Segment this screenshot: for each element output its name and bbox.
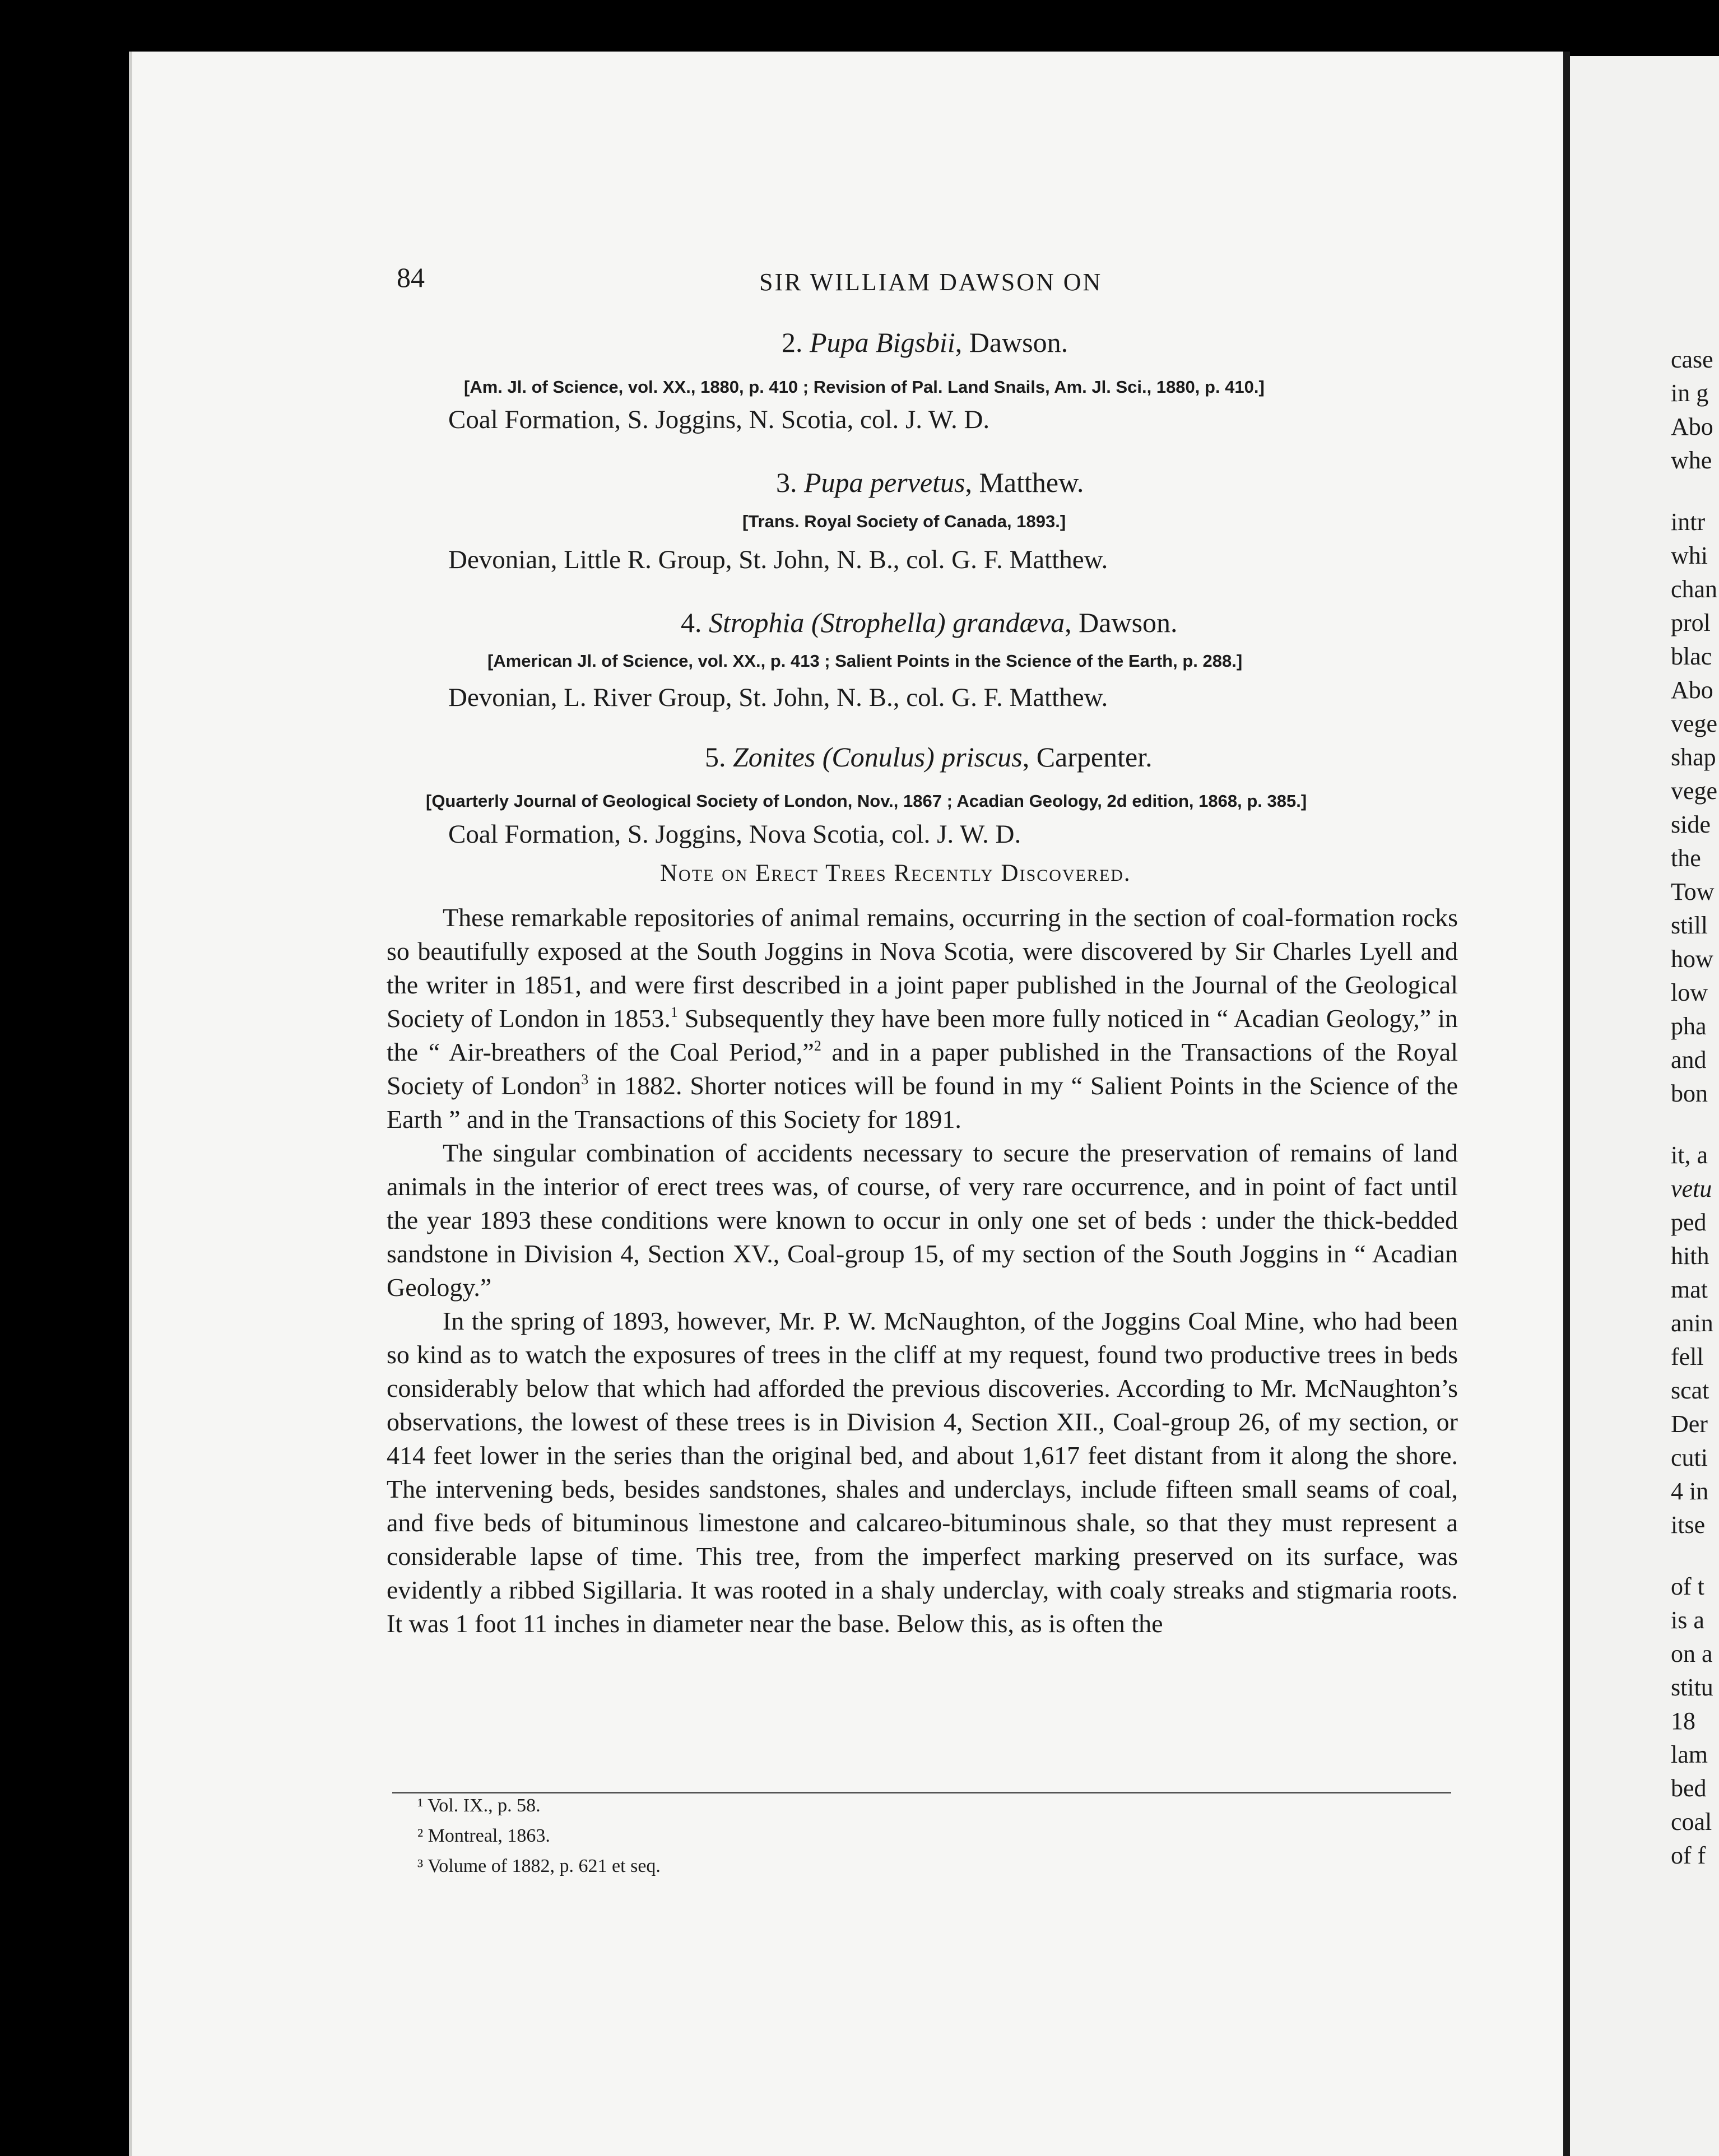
- species-author: , Dawson.: [955, 327, 1068, 358]
- adjacent-page-fragment: cuti: [1671, 1444, 1708, 1471]
- adjacent-page-fragment: prol: [1671, 609, 1711, 636]
- adjacent-page-fragment: vetu: [1671, 1175, 1712, 1202]
- footnote: ³ Volume of 1882, p. 621 et seq.: [417, 1856, 661, 1876]
- adjacent-page-fragment: the: [1671, 844, 1701, 872]
- species-title: [776, 466, 1084, 499]
- adjacent-page-fragment: itse: [1671, 1511, 1706, 1539]
- species-title: [681, 606, 1178, 639]
- body-text: [387, 901, 1458, 1641]
- adjacent-page-fragment: fell: [1671, 1343, 1704, 1370]
- footnote: ² Montreal, 1863.: [417, 1825, 550, 1846]
- paragraph: The singular combination of accidents necessary to secure the preservation of remains of land animals in the interior of erect trees was, of course, of very rare occurrence, and in point of fact until the year 1893 these conditions were known to occur in only one set of beds : under the thick-bedded sandstone in Division 4, Section XV., Coal-group 15, of my section of the South Joggins in “ Acadian Geology.”: [387, 1139, 1458, 1302]
- adjacent-page-fragment: is a: [1671, 1606, 1704, 1634]
- adjacent-page-fragment: mat: [1671, 1276, 1708, 1303]
- species-number: 5.: [705, 741, 726, 773]
- adjacent-page-fragment: low: [1671, 979, 1708, 1006]
- species-reference: [Quarterly Journal of Geological Society of London, Nov., 1867 ; Acadian Geology, 2d edition, 1868, p. 385.]: [426, 791, 1307, 811]
- adjacent-page-fragment: side: [1671, 811, 1711, 838]
- adjacent-page-fragment: pha: [1671, 1012, 1707, 1040]
- species-name: Pupa Bigsbii: [810, 327, 955, 358]
- adjacent-page-fragment: whe: [1671, 447, 1712, 474]
- adjacent-page-fragment: intr: [1671, 508, 1706, 536]
- page-gutter: [1563, 52, 1570, 2156]
- paragraph-text: These remarkable repositories of animal remains, occurring in the section of coal-formation rocks so beautifully exposed at the South Joggins in Nova Scotia, were discovered by Sir Charles Lyell and the writer in 1851, and were first described in a joint paper published in the Journal of the Geological Society of London in 1853.: [387, 903, 1458, 1033]
- adjacent-page-fragment: in g: [1671, 379, 1709, 407]
- adjacent-page-fragment: bed: [1671, 1774, 1707, 1802]
- species-author: , Matthew.: [965, 467, 1084, 498]
- adjacent-page-fragment: case: [1671, 346, 1713, 373]
- adjacent-page-fragment: 4 in: [1671, 1477, 1709, 1505]
- adjacent-page-fragment: coal: [1671, 1808, 1712, 1836]
- paragraph-text: Subsequently they have been more fully noticed in “ Acadian Geology,” in the “ Air-breathers of the Coal Period,”: [387, 1004, 1458, 1066]
- adjacent-page-fragment: still: [1671, 912, 1708, 939]
- adjacent-page-fragment: 18: [1671, 1707, 1695, 1735]
- species-reference: [Am. Jl. of Science, vol. XX., 1880, p. 410 ; Revision of Pal. Land Snails, Am. Jl. Sci., 1880, p. 410.]: [464, 377, 1265, 397]
- species-number: 3.: [776, 467, 797, 498]
- adjacent-page-fragment: lam: [1671, 1741, 1708, 1768]
- adjacent-page-fragment: vege: [1671, 710, 1718, 737]
- adjacent-page-fragment: of t: [1671, 1573, 1704, 1600]
- adjacent-page-fragment: on a: [1671, 1640, 1713, 1667]
- species-reference: [American Jl. of Science, vol. XX., p. 413 ; Salient Points in the Science of the Earth, p. 288.]: [487, 651, 1243, 671]
- footnote: ¹ Vol. IX., p. 58.: [417, 1795, 541, 1816]
- adjacent-page-fragment: how: [1671, 945, 1713, 973]
- adjacent-page-fragment: stitu: [1671, 1674, 1713, 1701]
- species-name: Zonites (Conulus) priscus: [733, 741, 1023, 773]
- species-locality: Coal Formation, S. Joggins, Nova Scotia, col. J. W. D.: [448, 820, 1021, 849]
- adjacent-page-fragment: vege: [1671, 777, 1718, 805]
- species-reference: [Trans. Royal Society of Canada, 1893.]: [742, 512, 1066, 531]
- adjacent-page-fragment: Abo: [1671, 676, 1713, 704]
- page-number: 84: [397, 262, 425, 293]
- footnotes: [417, 1791, 661, 1881]
- species-name: Strophia (Strophella) grandæva: [709, 607, 1065, 638]
- adjacent-page-fragment: anin: [1671, 1309, 1713, 1337]
- footnote-mark: 2: [814, 1038, 821, 1054]
- species-title: [782, 326, 1068, 359]
- adjacent-page-fragment: bon: [1671, 1080, 1708, 1107]
- species-locality: Coal Formation, S. Joggins, N. Scotia, col. J. W. D.: [448, 405, 990, 434]
- adjacent-page-fragment: it, a: [1671, 1141, 1708, 1169]
- adjacent-page-fragment: Der: [1671, 1410, 1708, 1438]
- adjacent-page-fragment: of f: [1671, 1842, 1706, 1869]
- paragraph: [387, 901, 1458, 1136]
- running-head: SIR WILLIAM DAWSON ON: [759, 268, 1103, 296]
- adjacent-page-fragment: hith: [1671, 1242, 1709, 1270]
- adjacent-page-fragment: ped: [1671, 1209, 1707, 1236]
- species-locality: Devonian, Little R. Group, St. John, N. B., col. G. F. Matthew.: [448, 545, 1108, 574]
- footnote-mark: 1: [670, 1004, 678, 1020]
- footnote-mark: 3: [581, 1071, 589, 1088]
- species-number: 4.: [681, 607, 702, 638]
- paragraph-text: in 1882. Shorter notices will be found in my “ Salient Points in the Science of the Earth ” and in the Transactions of this Society for 1891.: [387, 1071, 1458, 1133]
- adjacent-page-fragment: blac: [1671, 643, 1712, 670]
- adjacent-page-fragment: Abo: [1671, 413, 1713, 440]
- paragraph: In the spring of 1893, however, Mr. P. W. McNaughton, of the Joggins Coal Mine, who had been so kind as to watch the exposures of trees in the cliff at my request, found two productive trees in beds considerably below that which had afforded the previous discoveries. According to Mr. McNaughton’s observations, the lowest of these trees is in Division 4, Section XII., Coal-group 26, of my section, or 414 feet lower in the series than the original bed, and about 1,617 feet distant from it along the shore. The intervening beds, besides sandstones, shales and underclays, include fifteen small seams of coal, and five beds of bituminous limestone and calcareo-bituminous shale, so that they must represent a considerable lapse of time. This tree, from the imperfect marking preserved on its surface, was evidently a ribbed Sigillaria. It was rooted in a shaly underclay, with coaly streaks and stigmaria roots. It was 1 foot 11 inches in diameter near the base. Below this, as is often the: [387, 1307, 1458, 1638]
- adjacent-page-fragment: shap: [1671, 744, 1716, 771]
- species-author: , Dawson.: [1065, 607, 1178, 638]
- adjacent-page-fragment: Tow: [1671, 878, 1715, 905]
- species-title: [705, 741, 1153, 773]
- adjacent-page-fragment: whi: [1671, 542, 1708, 569]
- species-name: Pupa pervetus: [804, 467, 965, 498]
- adjacent-page-fragment: scat: [1671, 1377, 1709, 1404]
- species-number: 2.: [782, 327, 803, 358]
- paragraph-text: and in a paper published in the Transactions of the Royal Society of London: [387, 1038, 1458, 1100]
- section-heading: Note on Erect Trees Recently Discovered.: [660, 860, 1131, 886]
- adjacent-page-edge: [1570, 56, 1719, 2156]
- adjacent-page-fragment: chan: [1671, 575, 1718, 603]
- species-author: , Carpenter.: [1022, 741, 1153, 773]
- adjacent-page-fragment: and: [1671, 1046, 1707, 1074]
- species-locality: Devonian, L. River Group, St. John, N. B., col. G. F. Matthew.: [448, 683, 1108, 712]
